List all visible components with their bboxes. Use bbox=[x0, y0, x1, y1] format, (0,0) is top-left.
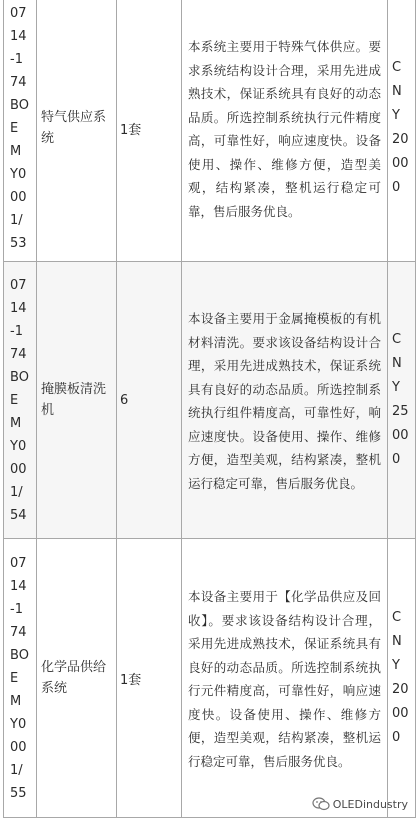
item-qty-cell: 1套 bbox=[117, 539, 182, 818]
item-desc-cell: 本设备主要用于金属掩模板的有机材料清洗。要求该设备结构设计合理，采用先进成熟技术，保证系统具有良好的动态品质。所选控制系统执行组件精度高，可靠性好，响应速度快。设备使用、操作、维修方便，造型美观，结构紧凑，整机运行稳定可靠，售后服务优良。 bbox=[182, 262, 388, 539]
table-row bbox=[4, 539, 416, 818]
item-code-cell: 07 14 -1 74 BO E M Y0 00 1/ 54 bbox=[4, 262, 37, 539]
item-name-cell: 掩膜板清洗机 bbox=[37, 262, 117, 539]
item-name-cell: 特气供应系统 bbox=[37, 0, 117, 262]
item-price-cell: C N Y 20 00 0 bbox=[388, 0, 416, 262]
table-row bbox=[4, 262, 416, 539]
item-code-cell: 07 14 -1 74 BO E M Y0 00 1/ 55 bbox=[4, 539, 37, 818]
source-watermark bbox=[312, 797, 408, 811]
wechat-icon bbox=[312, 797, 330, 811]
item-qty-cell: 1套 bbox=[117, 0, 182, 262]
item-name-cell: 化学品供给系统 bbox=[37, 539, 117, 818]
item-desc-cell: 本设备主要用于【化学品供应及回收】。要求该设备结构设计合理，采用先进成熟技术，保证系统具有良好的动态品质。所选控制系统执行元件精度高，可靠性好，响应速度快。设备使用、操作、维修方便，造型美观，结构紧凑，整机运行稳定可靠，售后服务优良。 bbox=[182, 539, 388, 818]
table-row bbox=[4, 0, 416, 262]
watermark-text: OLEDindustry bbox=[332, 797, 408, 811]
item-price-cell: C N Y 25 00 0 bbox=[388, 262, 416, 539]
item-code-cell: 07 14 -1 74 BO E M Y0 00 1/ 53 bbox=[4, 0, 37, 262]
item-desc-cell: 本系统主要用于特殊气体供应。要求系统结构设计合理，采用先进成熟技术，保证系统具有良好的动态品质。所选控制系统执行元件精度高，可靠性好，响应速度快。设备使用、操作、维修方便，造型美观，结构紧凑，整机运行稳定可靠，售后服务优良。 bbox=[182, 0, 388, 262]
item-price-cell: C N Y 20 00 0 bbox=[388, 539, 416, 818]
procurement-table bbox=[3, 0, 416, 818]
item-qty-cell: 6 bbox=[117, 262, 182, 539]
